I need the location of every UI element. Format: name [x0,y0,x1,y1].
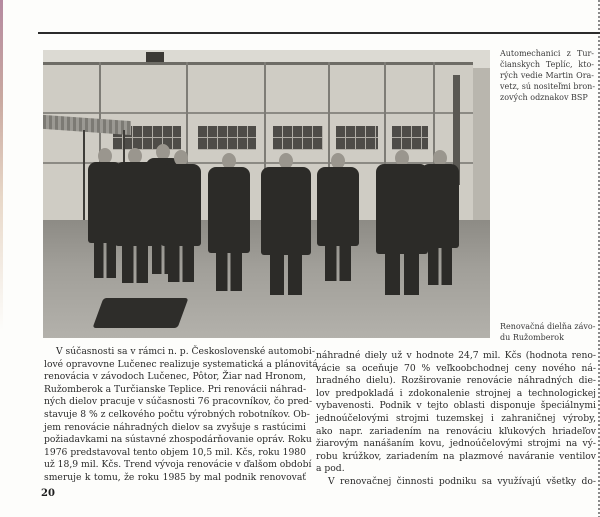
building-window [198,126,256,150]
caption-line: Automechanici z Tur- [500,49,594,58]
puddle [93,298,189,328]
building-window [336,126,378,150]
caption-line: du Ružomberok [500,333,564,342]
article-line: renovácia v závodoch Lučenec, Pôtor, Žiar nad Hronom, [44,371,306,383]
article-line: 1976 predstavoval tento objem 10,5 mil. Kčs, roku 1980 [44,446,306,458]
article-line: lové opravovne Lučenec realizuje systematická a plánovitá [44,358,318,370]
article-line: V renovačnej činnosti podniku sa využívajú všetky do- [328,475,596,487]
article-line: Ružomberok a Turčianske Teplice. Pri renovácii náhrad- [44,383,307,395]
article-column-left [44,346,318,485]
building-band [43,112,473,114]
article-line: a pod. [316,463,345,475]
mechanic-figure [421,150,459,285]
article-line: vybavenosti. Podnik v tejto oblasti disponuje špeciálnymi [316,400,596,412]
article-line: lov predpokladá i zdokonalenie strojnej a technologickej [316,387,596,399]
caption-line: čianskych Teplíc, kto- [500,60,594,69]
article-line: V súčasnosti sa v rámci n. p. Československé automobi- [56,346,315,357]
article-line: ných dielov pracuje v súčasnosti 76 pracovníkov, čo pred- [44,396,313,408]
article-line: ako napr. zariadením na renováciu kľukových hriadeľov [316,425,596,437]
article-line: žiarovým nanášaním kovu, jednoúčelovými strojmi na vý- [316,438,596,450]
article-line: jem renovácie náhradných dielov sa zvyšuje s rastúcimi [44,421,306,433]
article-line: hradného dielu). Rozširovanie renovácie náhradných die- [316,375,596,387]
article-line: smeruje k tomu, že roku 1985 by mal podnik renovovať [44,471,306,483]
article-column-right [316,350,596,489]
article-line: jednoúčelovými strojmi tuzemskej i zahraničnej výroby, [316,412,596,424]
building-window [392,126,428,150]
photo-caption-top [500,48,594,103]
photo-caption-bottom [500,321,594,343]
article-line: náhradné diely už v hodnote 24,7 mil. Kčs (hodnota reno- [316,350,596,361]
article-line: vácie sa oceňuje 70 % veľkoobchodnej ceny nového ná- [316,362,596,374]
page-number: 20 [41,488,55,499]
scan-edge-tint [0,0,3,330]
caption-line: zových odznakov BSP [500,93,588,102]
article-line: už 18,9 mil. Kčs. Trend vývoja renovácie v ďalšom období [44,459,312,471]
mechanic-figure [317,153,359,281]
mechanic-figure [261,153,311,295]
caption-line: Renovačná dielňa závo- [500,322,596,331]
caption-line: vetz, sú nositeľmi bron- [500,82,596,91]
caption-line: rých vedie Martin Ora- [500,71,594,80]
article-line: požiadavkami na sústavné zhospodárňovanie opráv. Roku [44,434,312,446]
building-window [273,126,323,150]
article-line: stavuje 8 % z celkového počtu výrobných robotníkov. Ob- [44,408,310,420]
workshop-photo [43,50,490,338]
mechanic-figure [161,150,201,282]
header-rule [38,32,600,34]
mechanic-figure [208,153,250,291]
article-line: robu krúžkov, zariadením na plazmové naváranie ventilov [316,450,596,462]
